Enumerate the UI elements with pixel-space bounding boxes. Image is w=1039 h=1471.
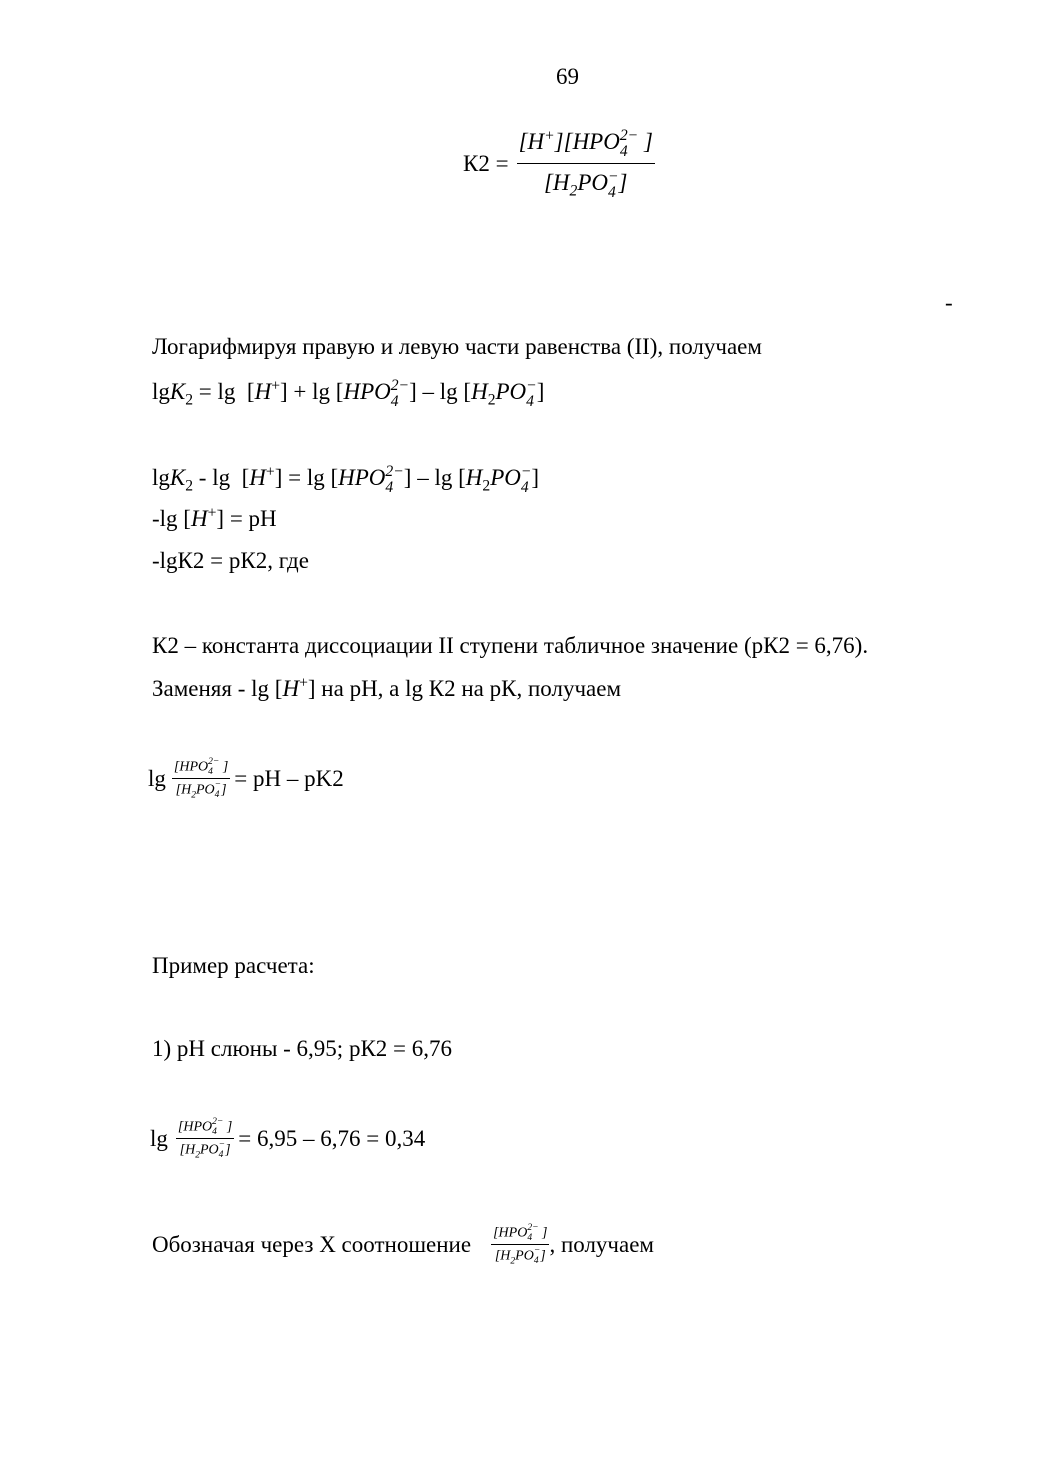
equation-lgk2-minus: lgK$_2$ - lg [H+] = lg [HPO 2− 4 ] – $\lg [H_2PO$ − 4 ] (152, 463, 540, 496)
equation-ratio: lg [HPO 2− 4 ] [$H_2PO$ − 4 ] = pH – pK2 (148, 757, 344, 801)
k2-label: К2 = (463, 151, 509, 177)
ratio-fraction: [HPO 2− 4 ] [$H_2PO$ − 4 ] (173, 757, 229, 801)
calc-fraction: [HPO 2− 4 ] [$H_2PO$ − 4 ] (177, 1117, 233, 1161)
equation-ph: -lg [H+] = pH (152, 504, 277, 531)
k2-formula (463, 128, 655, 201)
log-intro-text: Логарифмируя правую и левую части равенства (II), получаем (152, 334, 762, 359)
example-item-1: 1) pH слюны - 6,95; рК2 = 6,76 (152, 1036, 453, 1061)
k2-definition: К2 – константа диссоциации II ступени табличное значение (рК2 = 6,76). (152, 633, 869, 658)
equation-calc: lg [HPO 2− 4 ] [$H_2PO$ − 4 ] = 6,95 – 6,76 = 0,34 (150, 1117, 426, 1161)
denote-text: Обозначая через Х соотношение [HPO 2− 4 ] [$H_2PO$ − 4 ] , получаем (152, 1223, 654, 1267)
denote-fraction: [HPO 2− 4 ] [$H_2PO$ − 4 ] (493, 1223, 548, 1267)
replace-text: Заменяя - lg [H+] на pH, а lg К2 на рК, получаем (152, 674, 621, 701)
k2-fraction: [H+][HPO 2− 4 ] [$H_2PO$ − 4 ] (518, 127, 653, 201)
dash-mark: - (945, 290, 953, 315)
equation-lgk2: lgK$_2$ = lg [H+] + lg [HPO 2− 4 ] – $\lg [H_2PO$ − 4 ] (152, 377, 545, 410)
equation-pk2: -lgК2 = рК2, где (152, 548, 309, 573)
example-heading: Пример расчета: (152, 953, 315, 978)
page-number: 69 (556, 64, 579, 89)
